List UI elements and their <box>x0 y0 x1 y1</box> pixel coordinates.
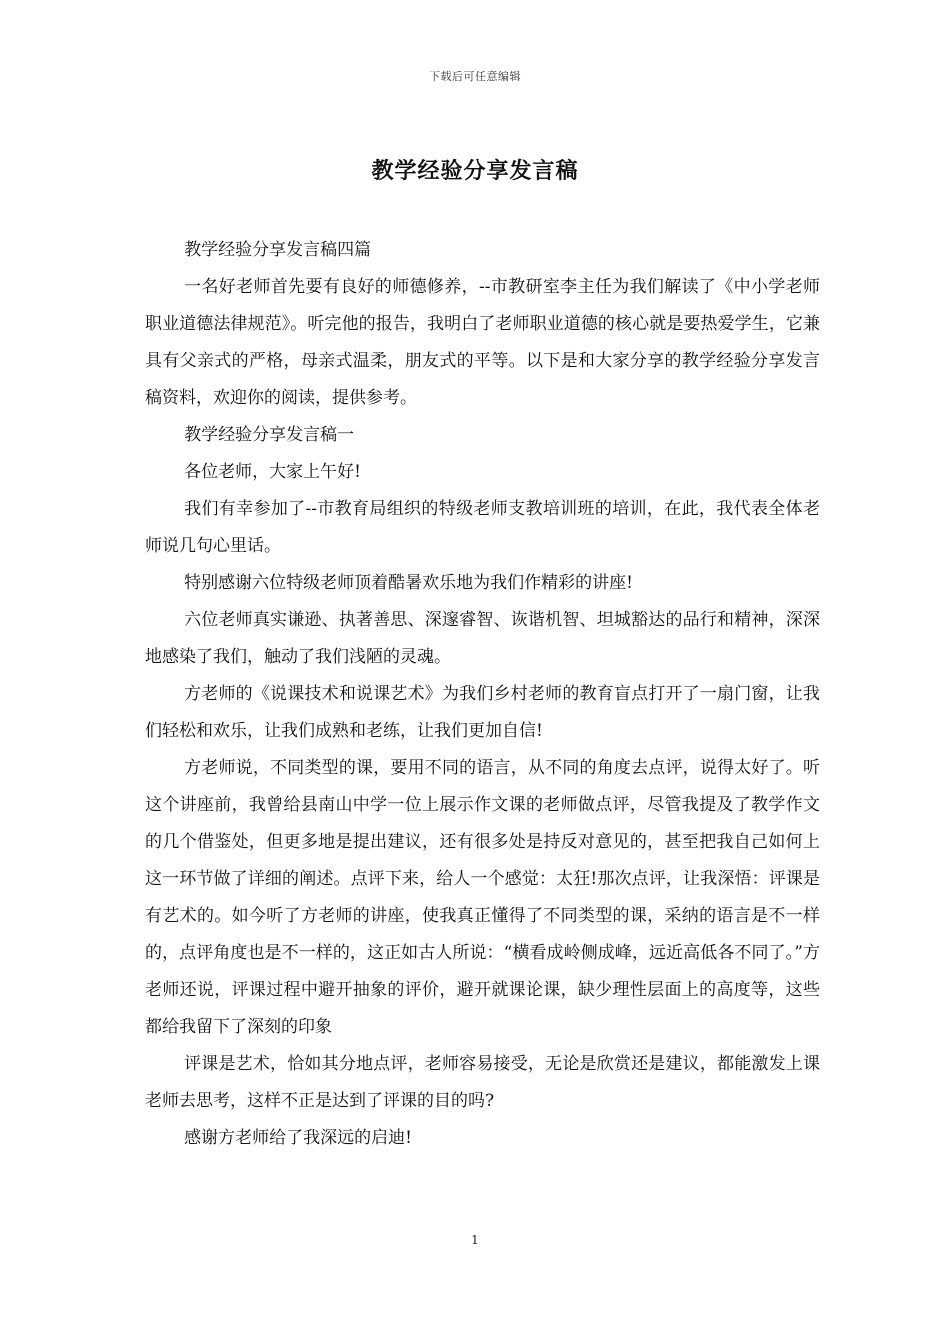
paragraph-intro: 一名好老师首先要有良好的师德修养，--市教研室李主任为我们解读了《中小学老师职业道德法律规范》。听完他的报告，我明白了老师职业道德的核心就是要热爱学生，它兼具有父亲式的严格，母亲式温柔，朋友式的平等。以下是和大家分享的教学经验分享发言稿资料，欢迎你的阅读，提供参考。 <box>145 277 820 408</box>
paragraph-subtitle: 教学经验分享发言稿四篇 <box>184 240 372 260</box>
paragraph: 方老师说，不同类型的课，要用不同的语言，从不同的角度去点评，说得太好了。听这个讲座前，我曾给县南山中学一位上展示作文课的老师做点评，尽管我提及了教学作文的几个借鉴处，但更多地是提出建议，还有很多处是持反对意见的，甚至把我自己如何上这一环节做了详细的阐述。点评下来，给人一个感觉：太狂!那次点评，让我深悟：评课是有艺术的。如今听了方老师的讲座，使我真正懂得了不同类型的课，采纳的语言是不一样的，点评角度也是不一样的，这正如古人所说：“横看成岭侧成峰，远近高低各不同了。”方老师还说，评课过程中避开抽象的评价，避开就课论课，缺少理性层面上的高度等，这些都给我留下了深刻的印象 <box>145 758 820 1037</box>
page-number: 1 <box>471 1233 479 1247</box>
document-body <box>145 232 820 1157</box>
paragraph: 特别感谢六位特级老师顶着酷暑欢乐地为我们作精彩的讲座! <box>184 573 633 593</box>
paragraph-greeting: 各位老师，大家上午好! <box>184 462 361 482</box>
paragraph: 我们有幸参加了--市教育局组织的特级老师支教培训班的培训，在此，我代表全体老师说几句心里话。 <box>145 499 820 556</box>
paragraph: 感谢方老师给了我深远的启迪! <box>184 1128 412 1148</box>
document-title: 教学经验分享发言稿 <box>371 158 579 184</box>
paragraph: 方老师的《说课技术和说课艺术》为我们乡村老师的教育盲点打开了一扇门窗，让我们轻松和欢乐，让我们成熟和老练，让我们更加自信! <box>145 684 820 741</box>
paragraph: 评课是艺术，恰如其分地点评，老师容易接受，无论是欣赏还是建议，都能激发上课老师去思考，这样不正是达到了评课的目的吗? <box>145 1054 820 1111</box>
page-header-note: 下载后可任意编辑 <box>429 70 521 83</box>
paragraph: 六位老师真实谦逊、执著善思、深邃睿智、诙谐机智、坦城豁达的品行和精神，深深地感染了我们，触动了我们浅陋的灵魂。 <box>145 610 820 667</box>
paragraph-section-heading: 教学经验分享发言稿一 <box>184 425 355 445</box>
